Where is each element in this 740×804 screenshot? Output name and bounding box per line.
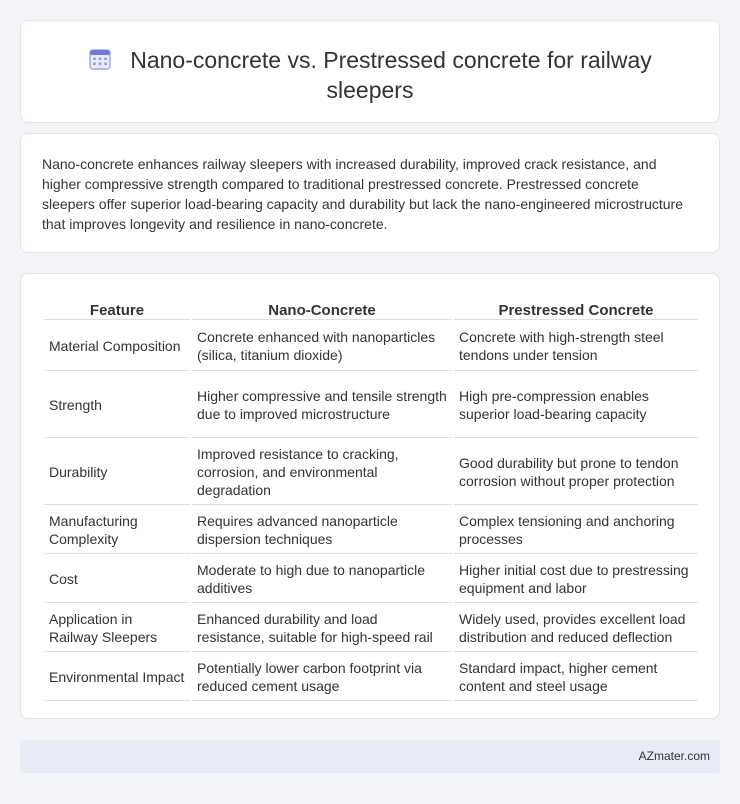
- feature-cell: Environmental Impact: [44, 654, 190, 701]
- footer-site-link[interactable]: AZmater.com: [638, 749, 710, 763]
- prestressed-cell: Good durability but prone to tendon corrosion without proper protection: [454, 440, 698, 505]
- page-title-wrap: [21, 45, 719, 105]
- prestressed-cell: High pre-compression enables superior load-bearing capacity: [454, 373, 698, 438]
- nano-cell: Moderate to high due to nanoparticle additives: [192, 556, 452, 603]
- summary-card: [20, 133, 720, 253]
- header-nano-concrete: Nano-Concrete: [192, 296, 452, 320]
- prestressed-cell: Widely used, provides excellent load distribution and reduced deflection: [454, 605, 698, 652]
- nano-cell: Requires advanced nanoparticle dispersion techniques: [192, 507, 452, 554]
- title-card: [20, 20, 720, 123]
- table-row: [44, 556, 698, 603]
- calendar-icon: [88, 47, 112, 71]
- table-row: [44, 440, 698, 505]
- header-feature: Feature: [44, 296, 190, 320]
- prestressed-cell: Standard impact, higher cement content and steel usage: [454, 654, 698, 701]
- feature-cell: Manufacturing Complexity: [44, 507, 190, 554]
- feature-cell: Material Composition: [44, 322, 190, 371]
- nano-cell: Improved resistance to cracking, corrosion, and environmental degradation: [192, 440, 452, 505]
- table-header-row: [44, 296, 698, 320]
- nano-cell: Higher compressive and tensile strength due to improved microstructure: [192, 373, 452, 438]
- nano-cell: Concrete enhanced with nanoparticles (silica, titanium dioxide): [192, 322, 452, 371]
- prestressed-cell: Higher initial cost due to prestressing equipment and labor: [454, 556, 698, 603]
- table-row: [44, 605, 698, 652]
- prestressed-cell: Concrete with high-strength steel tendons under tension: [454, 322, 698, 371]
- header-prestressed-concrete: Prestressed Concrete: [454, 296, 698, 320]
- feature-cell: Strength: [44, 373, 190, 438]
- comparison-table: [42, 294, 700, 703]
- footer-bar: [20, 740, 720, 773]
- table-row: [44, 654, 698, 701]
- prestressed-cell: Complex tensioning and anchoring processes: [454, 507, 698, 554]
- nano-cell: Potentially lower carbon footprint via reduced cement usage: [192, 654, 452, 701]
- feature-cell: Durability: [44, 440, 190, 505]
- feature-cell: Application in Railway Sleepers: [44, 605, 190, 652]
- feature-cell: Cost: [44, 556, 190, 603]
- nano-cell: Enhanced durability and load resistance, suitable for high-speed rail: [192, 605, 452, 652]
- page-title: Nano-concrete vs. Prestressed concrete for railway sleepers: [130, 47, 652, 103]
- table-row: [44, 373, 698, 438]
- table-row: [44, 507, 698, 554]
- table-row: [44, 322, 698, 371]
- comparison-card: [20, 273, 720, 719]
- summary-text: Nano-concrete enhances railway sleepers with increased durability, improved crack resistance, and higher compressive strength compared to traditional prestressed concrete. Prestressed concrete sleepers offer superior load-bearing capacity and durability but lack the nano-engineered microstructure that improves longevity and resilience in nano-concrete.: [42, 156, 683, 232]
